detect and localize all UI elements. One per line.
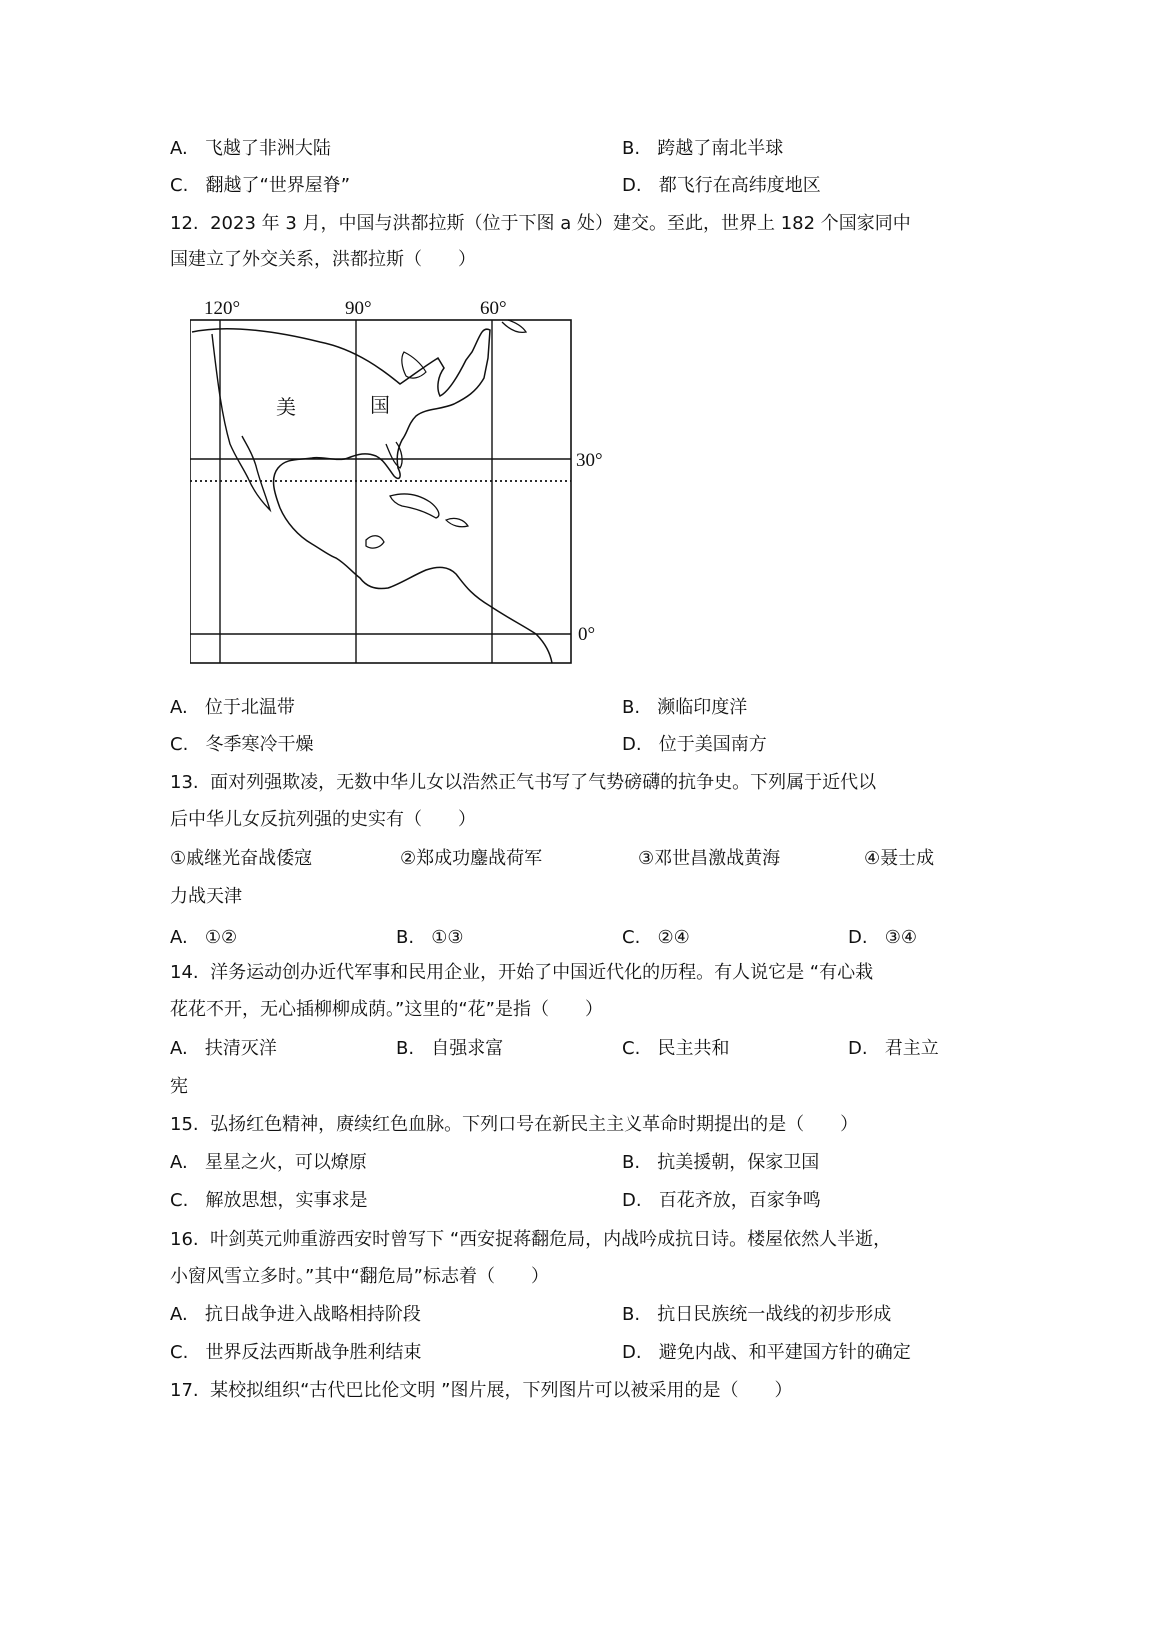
q11-option-a bbox=[170, 137, 331, 161]
q14-option-b bbox=[396, 1037, 503, 1061]
q15-option-a-label: A. bbox=[170, 1152, 188, 1173]
q13-stem-line1 bbox=[170, 771, 876, 795]
q16-option-c-label: C. bbox=[170, 1342, 189, 1363]
q12-stem-line2: 国建立了外交关系，洪都拉斯（ ） bbox=[170, 249, 476, 270]
q16-option-a bbox=[170, 1303, 421, 1327]
q16-stem-line2: 小窗风雪立多时。”其中“翻危局”标志着（ ） bbox=[170, 1266, 549, 1287]
q11-option-a-text: 飞越了非洲大陆 bbox=[204, 138, 331, 159]
q15-option-b bbox=[622, 1151, 819, 1175]
q16-option-a-text: 抗日战争进入战略相持阶段 bbox=[204, 1304, 421, 1325]
q15-number: 15. bbox=[170, 1114, 199, 1135]
q13-option-b bbox=[396, 926, 464, 950]
q12-option-d bbox=[622, 733, 767, 757]
map-frame bbox=[190, 320, 571, 663]
q16-option-b-label: B. bbox=[622, 1304, 641, 1325]
q14-text-1: 洋务运动创办近代军事和民用企业，开始了中国近代化的历程。有人说它是 “有心栽 bbox=[210, 962, 874, 983]
q14-option-a-text: 扶清灭洋 bbox=[204, 1038, 277, 1059]
lon-label-60: 60° bbox=[480, 298, 507, 319]
q13-option-a-label: A. bbox=[170, 927, 188, 948]
q13-text-1: 面对列强欺凌，无数中华儿女以浩然正气书写了气势磅礴的抗争史。下列属于近代以 bbox=[210, 772, 877, 793]
q16-stem-line1 bbox=[170, 1228, 891, 1252]
q14-option-c-text: 民主共和 bbox=[657, 1038, 730, 1059]
q17-stem-line1 bbox=[170, 1379, 792, 1403]
q12-option-d-label: D. bbox=[622, 734, 642, 755]
q11-option-d-label: D. bbox=[622, 175, 642, 196]
q13-option-a bbox=[170, 926, 237, 950]
q14-number: 14. bbox=[170, 962, 199, 983]
q11-option-c-label: C. bbox=[170, 175, 189, 196]
map-label-guo: 国 bbox=[370, 393, 390, 417]
q16-text-1: 叶剑英元帅重游西安时曾写下 “西安捉蒋翻危局，内战吟成抗日诗。楼屋依然人半逝， bbox=[210, 1229, 892, 1250]
q16-option-d-text: 避免内战、和平建国方针的确定 bbox=[658, 1342, 911, 1363]
q15-option-b-label: B. bbox=[622, 1152, 641, 1173]
q12-option-c bbox=[170, 733, 313, 757]
q12-option-b-text: 濒临印度洋 bbox=[657, 697, 748, 718]
q11-option-c bbox=[170, 174, 350, 198]
q15-option-a bbox=[170, 1151, 367, 1175]
q15-option-d-label: D. bbox=[622, 1190, 642, 1211]
q14-option-c bbox=[622, 1037, 729, 1061]
q13-option-b-label: B. bbox=[396, 927, 415, 948]
q16-option-c bbox=[170, 1341, 421, 1365]
q14-option-d bbox=[848, 1037, 939, 1061]
lat-label-0: 0° bbox=[578, 624, 596, 645]
q13-option-d bbox=[848, 926, 917, 950]
q12-option-a-text: 位于北温带 bbox=[204, 697, 295, 718]
q13-option-d-label: D. bbox=[848, 927, 868, 948]
q15-option-c bbox=[170, 1189, 367, 1213]
q14-option-a bbox=[170, 1037, 277, 1061]
map-label-mei: 美 bbox=[276, 395, 296, 419]
q11-option-b bbox=[622, 137, 783, 161]
q12-map-figure bbox=[190, 296, 610, 668]
q15-stem-line1 bbox=[170, 1113, 858, 1137]
q12-option-b bbox=[622, 696, 747, 720]
q11-option-b-label: B. bbox=[622, 138, 641, 159]
q16-option-a-label: A. bbox=[170, 1304, 188, 1325]
q13-stem-line2: 后中华儿女反抗列强的史实有（ ） bbox=[170, 809, 476, 830]
q13-item-3: ③邓世昌激战黄海 bbox=[638, 848, 781, 869]
q12-option-d-text: 位于美国南方 bbox=[658, 734, 767, 755]
q13-item-4: ④聂士成 bbox=[864, 848, 935, 869]
q13-option-c-label: C. bbox=[622, 927, 641, 948]
q14-stem-line1 bbox=[170, 961, 873, 985]
q17-number: 17. bbox=[170, 1380, 199, 1401]
q15-text-1: 弘扬红色精神，赓续红色血脉。下列口号在新民主主义革命时期提出的是（ ） bbox=[210, 1114, 859, 1135]
q11-option-d bbox=[622, 174, 821, 198]
q11-option-c-text: 翻越了“世界屋脊” bbox=[205, 175, 351, 196]
honduras-marker bbox=[366, 536, 384, 548]
q13-option-c-text: ②④ bbox=[657, 927, 690, 948]
q12-option-b-label: B. bbox=[622, 697, 641, 718]
q12-option-a bbox=[170, 696, 295, 720]
lon-label-90: 90° bbox=[345, 298, 372, 319]
q15-option-d bbox=[622, 1189, 821, 1213]
q12-text-1: 2023 年 3 月，中国与洪都拉斯（位于下图 a 处）建交。至此，世界上 182 个国家同中 bbox=[210, 213, 911, 234]
lon-label-120: 120° bbox=[204, 298, 241, 319]
q11-option-b-text: 跨越了南北半球 bbox=[657, 138, 784, 159]
q13-item-2: ②郑成功鏖战荷军 bbox=[400, 848, 543, 869]
q14-option-b-text: 自强求富 bbox=[431, 1038, 504, 1059]
q16-option-b bbox=[622, 1303, 891, 1327]
q14-option-d-label: D. bbox=[848, 1038, 868, 1059]
q16-number: 16. bbox=[170, 1229, 199, 1250]
q14-option-b-label: B. bbox=[396, 1038, 415, 1059]
q13-option-b-text: ①③ bbox=[431, 927, 464, 948]
q15-option-d-text: 百花齐放，百家争鸣 bbox=[658, 1190, 821, 1211]
q13-option-c bbox=[622, 926, 690, 950]
q11-option-d-text: 都飞行在高纬度地区 bbox=[658, 175, 821, 196]
q15-option-c-text: 解放思想，实事求是 bbox=[205, 1190, 368, 1211]
coastline-americas bbox=[192, 329, 552, 663]
q13-number: 13. bbox=[170, 772, 199, 793]
q16-option-d bbox=[622, 1341, 911, 1365]
q13-option-d-text: ③④ bbox=[884, 927, 918, 948]
q13-item-1: ①戚继光奋战倭寇 bbox=[170, 848, 313, 869]
island-hispaniola bbox=[446, 518, 468, 526]
island-cuba bbox=[390, 494, 439, 518]
q16-option-d-label: D. bbox=[622, 1342, 642, 1363]
q12-number: 12. bbox=[170, 213, 199, 234]
q14-option-d-cont: 宪 bbox=[170, 1076, 188, 1097]
q15-option-b-text: 抗美援朝，保家卫国 bbox=[657, 1152, 820, 1173]
q12-option-a-label: A. bbox=[170, 697, 188, 718]
q15-option-c-label: C. bbox=[170, 1190, 189, 1211]
q14-option-c-label: C. bbox=[622, 1038, 641, 1059]
q16-option-b-text: 抗日民族统一战线的初步形成 bbox=[657, 1304, 892, 1325]
q11-option-a-label: A. bbox=[170, 138, 188, 159]
q16-option-c-text: 世界反法西斯战争胜利结束 bbox=[205, 1342, 422, 1363]
q13-item-4-cont: 力战天津 bbox=[170, 886, 242, 907]
q14-option-a-label: A. bbox=[170, 1038, 188, 1059]
lat-label-30: 30° bbox=[576, 450, 603, 471]
q14-stem-line2: 花花不开，无心插柳柳成荫。”这里的“花”是指（ ） bbox=[170, 999, 603, 1020]
q12-option-c-label: C. bbox=[170, 734, 189, 755]
coastline-greenland bbox=[502, 320, 526, 332]
q12-stem-line1 bbox=[170, 212, 911, 236]
q17-text-1: 某校拟组织“古代巴比伦文明 ”图片展，下列图片可以被采用的是（ ） bbox=[210, 1380, 793, 1401]
q15-option-a-text: 星星之火，可以燎原 bbox=[204, 1152, 367, 1173]
q12-option-c-text: 冬季寒冷干燥 bbox=[205, 734, 314, 755]
q13-option-a-text: ①② bbox=[204, 927, 238, 948]
q14-option-d-text: 君主立 bbox=[884, 1038, 939, 1059]
